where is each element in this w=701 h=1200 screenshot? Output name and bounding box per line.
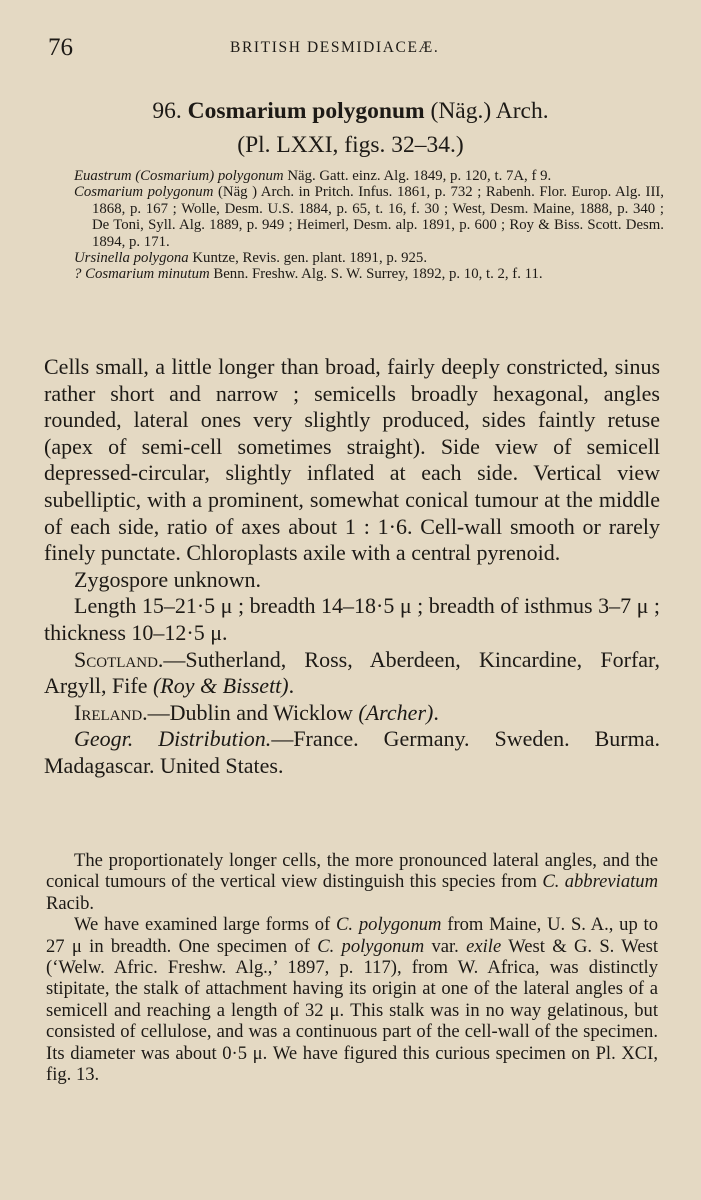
- note-text: Racib.: [46, 892, 95, 914]
- synonym-entry: [74, 184, 664, 250]
- note-text: West & G. S. West (‘Welw. Afric. Freshw. Alg.,’ 1897, p. 117), from W. Africa, was distinctly stipitate, the stalk of attachment having its origin at one of the lateral angles of a semicell and reaching a length of 32 μ. This stalk was in no way gelatinous, but consisted of cellulose, and was a continuous part of the cell-wall of the specimen. Its diameter was about 0·5 μ. We have figured this curious specimen on Pl. XCI, fig. 13.: [46, 935, 659, 1086]
- note-text: The proportionately longer cells, the more pronounced lateral angles, and the conical tumours of the vertical view distinguish this species from: [46, 850, 658, 893]
- taxon-name: C. abbreviatum: [542, 871, 659, 893]
- page-header: [0, 34, 701, 64]
- note-text: var.: [424, 935, 467, 957]
- species-description: [44, 354, 660, 780]
- species-title: [0, 94, 701, 162]
- ireland-end: .: [433, 699, 439, 725]
- synonym-entry: [74, 250, 664, 266]
- scotland-text: —Sutherland, Ross, Aberdeen, Kincardine, Forfar, Argyll, Fife: [44, 646, 660, 699]
- synonym-entry: [74, 266, 664, 282]
- synonym-citation: Benn. Freshw. Alg. S. W. Surrey, 1892, p. 10, t. 2, f. 11.: [209, 266, 543, 283]
- species-name: Cosmarium polygonum: [187, 98, 425, 124]
- species-authority: (Näg.) Arch.: [430, 98, 549, 124]
- ireland-label: Ireland.: [74, 699, 148, 725]
- ireland-citation: (Archer): [358, 699, 434, 725]
- taxon-name: C. polygonum: [336, 914, 442, 936]
- running-head: BRITISH DESMIDIACEÆ.: [230, 39, 440, 56]
- scotland-end: .: [288, 673, 295, 699]
- synonym-name: Cosmarium polygonum: [74, 184, 214, 201]
- zygospore-note: Zygospore unknown.: [74, 566, 261, 592]
- distribution-label: Geogr. Distribution.: [74, 726, 272, 752]
- synonymy-block: [74, 168, 664, 283]
- synonym-name: Ursinella polygona: [74, 250, 189, 267]
- synonym-citation: Näg. Gatt. einz. Alg. 1849, p. 120, t. 7A, f 9.: [283, 168, 552, 184]
- species-heading: [0, 94, 701, 128]
- page-number: 76: [48, 34, 73, 61]
- notes-block: [46, 850, 658, 1085]
- synonym-name: ? Cosmarium minutum: [74, 266, 210, 283]
- species-number: 96.: [152, 98, 182, 124]
- variety-name: exile: [466, 935, 502, 957]
- note-paragraph: [46, 914, 658, 1085]
- synonym-name: Euastrum (Cosmarium) polygonum: [74, 168, 284, 184]
- distribution-text: —France. Germany. Sweden. Burma. Madagascar. United States.: [44, 726, 660, 778]
- ireland-locality: [44, 700, 660, 727]
- scotland-label: Scotland.: [74, 646, 164, 672]
- note-text: from Maine, U. S. A., up to 27 μ in breadth. One specimen of: [46, 914, 659, 957]
- synonym-citation: (Näg ) Arch. in Pritch. Infus. 1861, p. 732 ; Rabenh. Flor. Europ. Alg. III, 1868, p. 167 ; Wolle, Desm. U.S. 1884, p. 65, t. 16, f. 30 ; West, Desm. Maine, 1888, p. 340 ; De Toni, Syll. Alg. 1889, p. 949 ; Heimerl, Desm. alp. 1891, p. 600 ; Roy & Biss. Scott. Desm. 1894, p. 171.: [92, 184, 664, 250]
- geographic-distribution: [44, 726, 660, 779]
- dimensions-paragraph: Length 15–21·5 μ ; breadth 14–18·5 μ ; breadth of isthmus 3–7 μ ; thickness 10–12·5 μ.: [44, 593, 660, 645]
- scotland-citation: (Roy & Bissett): [152, 673, 289, 699]
- scotland-locality: [44, 647, 660, 700]
- note-text: We have examined large forms of: [74, 914, 337, 936]
- ireland-text: —Dublin and Wicklow: [147, 699, 359, 725]
- description-paragraph: Cells small, a little longer than broad, fairly deeply constricted, sinus rather short and narrow ; semicells broadly hexagonal, angles rounded, lateral ones very slightly produced, sides faintly retuse (apex of semi-cell sometimes straight). Side view of semicell depressed-circular, slightly inflated at each side. Vertical view subelliptic, with a prominent, somewhat conical tumour at the middle of each side, ratio of axes about 1 : 1·6. Cell-wall smooth or rarely finely punctate. Chloroplasts axile with a central pyrenoid.: [44, 354, 660, 566]
- plate-reference: (Pl. LXXI, figs. 32–34.): [237, 132, 464, 158]
- synonym-entry: [74, 168, 664, 184]
- taxon-name: C. polygonum: [317, 935, 425, 957]
- synonym-citation: Kuntze, Revis. gen. plant. 1891, p. 925.: [188, 250, 428, 267]
- note-paragraph: [46, 850, 658, 914]
